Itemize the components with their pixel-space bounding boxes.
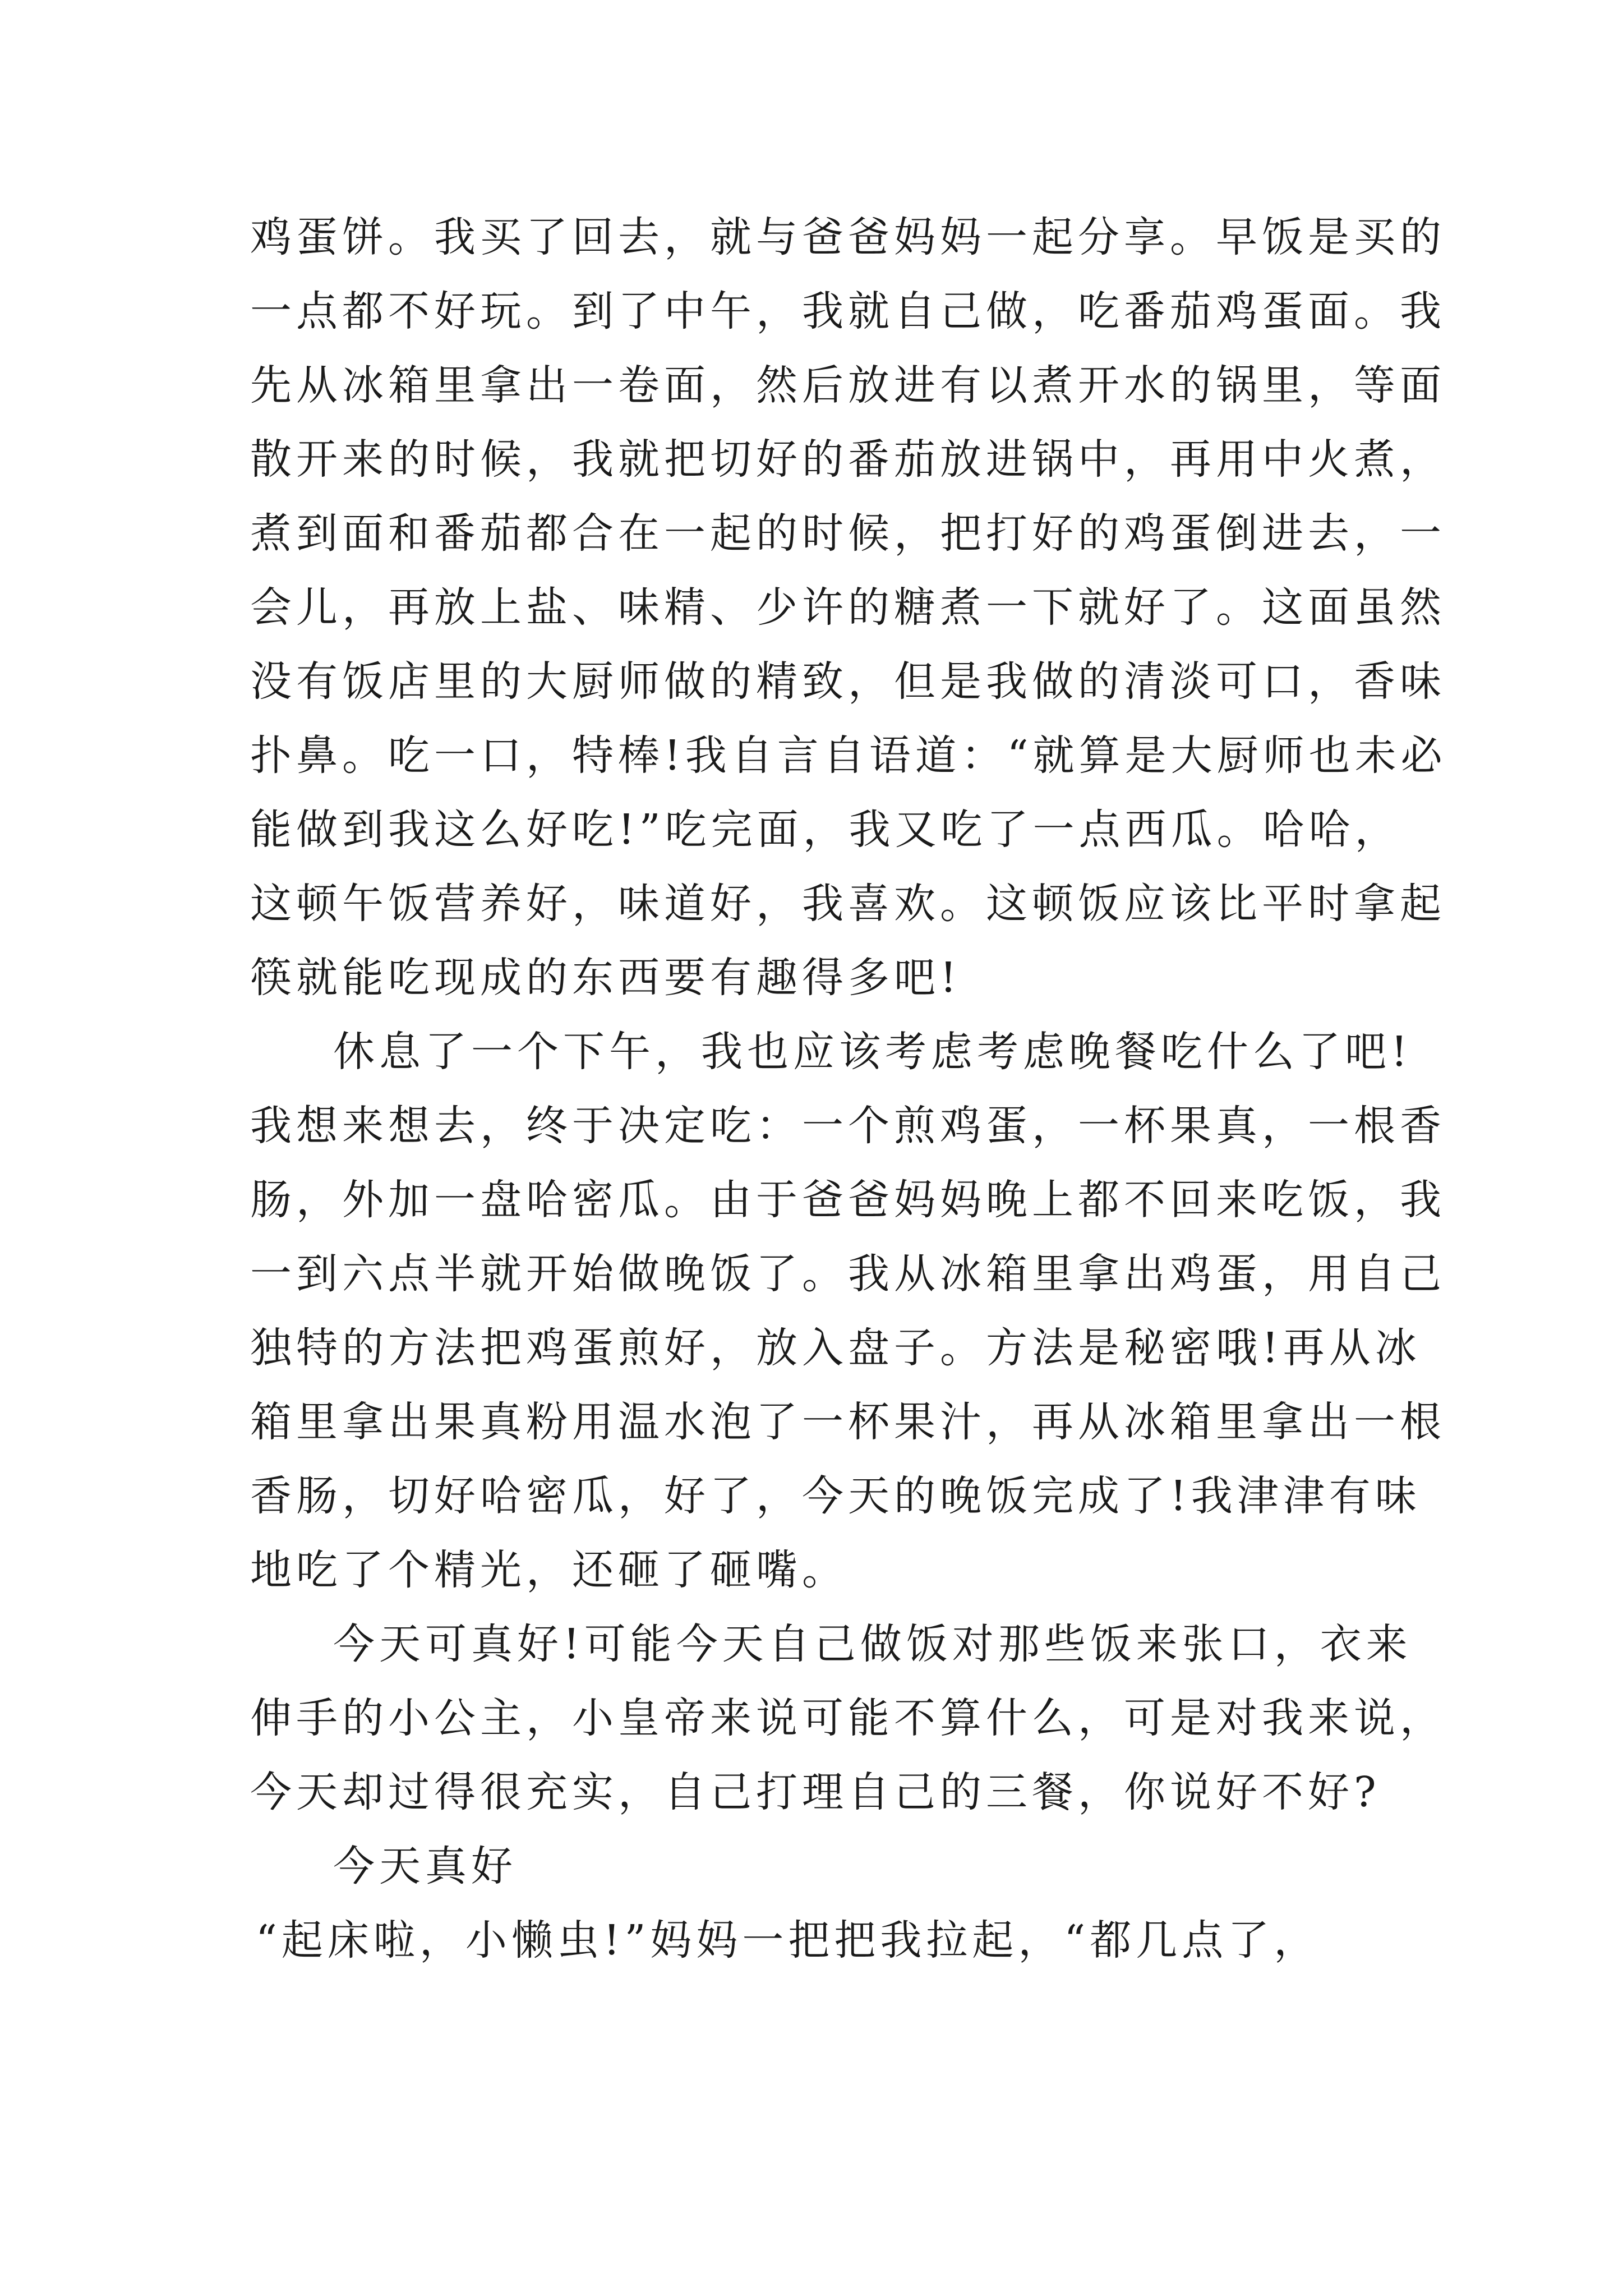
text-line-15: 一到六点半就开始做晚饭了。我从冰箱里拿出鸡蛋，用自己 xyxy=(250,1250,1446,1298)
text-line-24: “起床啦，小懒虫!”妈妈一把把我拉起，“都几点了， xyxy=(256,1916,1320,1964)
text-line-8: 扑鼻。吃一口，特棒!我自言自语道：“就算是大厨师也未必 xyxy=(250,731,1447,780)
text-line-1: 鸡蛋饼。我买了回去，就与爸爸妈妈一起分享。早饭是买的 xyxy=(250,213,1446,261)
text-line-13: 我想来想去，终于决定吃：一个煎鸡蛋，一杯果真，一根香 xyxy=(250,1102,1446,1150)
text-line-11: 筷就能吃现成的东西要有趣得多吧! xyxy=(250,954,961,1002)
text-line-5: 煮到面和番茄都合在一起的时候，把打好的鸡蛋倒进去，一 xyxy=(250,509,1446,558)
text-line-19: 地吃了个精光，还砸了砸嘴。 xyxy=(250,1546,848,1594)
text-line-22: 今天却过得很充实，自己打理自己的三餐，你说好不好? xyxy=(250,1768,1381,1816)
text-line-9: 能做到我这么好吃!”吃完面，我又吃了一点西瓜。哈哈， xyxy=(250,806,1401,854)
paragraph-start-line: 休息了一个下午，我也应该考虑考虑晚餐吃什么了吧! xyxy=(333,1028,1412,1076)
text-line-10: 这顿午饭营养好，味道好，我喜欢。这顿饭应该比平时拿起 xyxy=(250,880,1446,928)
text-line-7: 没有饭店里的大厨师做的精致，但是我做的清淡可口，香味 xyxy=(250,657,1446,706)
paragraph-start-line: 今天可真好!可能今天自己做饭对那些饭来张口，衣来 xyxy=(333,1620,1412,1668)
text-line-16: 独特的方法把鸡蛋煎好，放入盘子。方法是秘密哦!再从冰 xyxy=(250,1324,1421,1372)
text-line-4: 散开来的时候，我就把切好的番茄放进锅中，再用中火煮， xyxy=(250,435,1446,484)
text-line-18: 香肠，切好哈密瓜，好了，今天的晚饭完成了!我津津有味 xyxy=(250,1472,1421,1520)
essay-title: 今天真好 xyxy=(333,1842,517,1890)
text-line-21: 伸手的小公主，小皇帝来说可能不算什么，可是对我来说， xyxy=(250,1694,1446,1742)
text-line-2: 一点都不好玩。到了中午，我就自己做，吃番茄鸡蛋面。我 xyxy=(250,287,1446,335)
text-line-14: 肠，外加一盘哈密瓜。由于爸爸妈妈晚上都不回来吃饭，我 xyxy=(250,1176,1446,1224)
text-line-17: 箱里拿出果真粉用温水泡了一杯果汁，再从冰箱里拿出一根 xyxy=(250,1398,1446,1446)
text-line-6: 会儿，再放上盐、味精、少许的糖煮一下就好了。这面虽然 xyxy=(250,583,1446,632)
text-line-3: 先从冰箱里拿出一卷面，然后放进有以煮开水的锅里，等面 xyxy=(250,361,1446,409)
